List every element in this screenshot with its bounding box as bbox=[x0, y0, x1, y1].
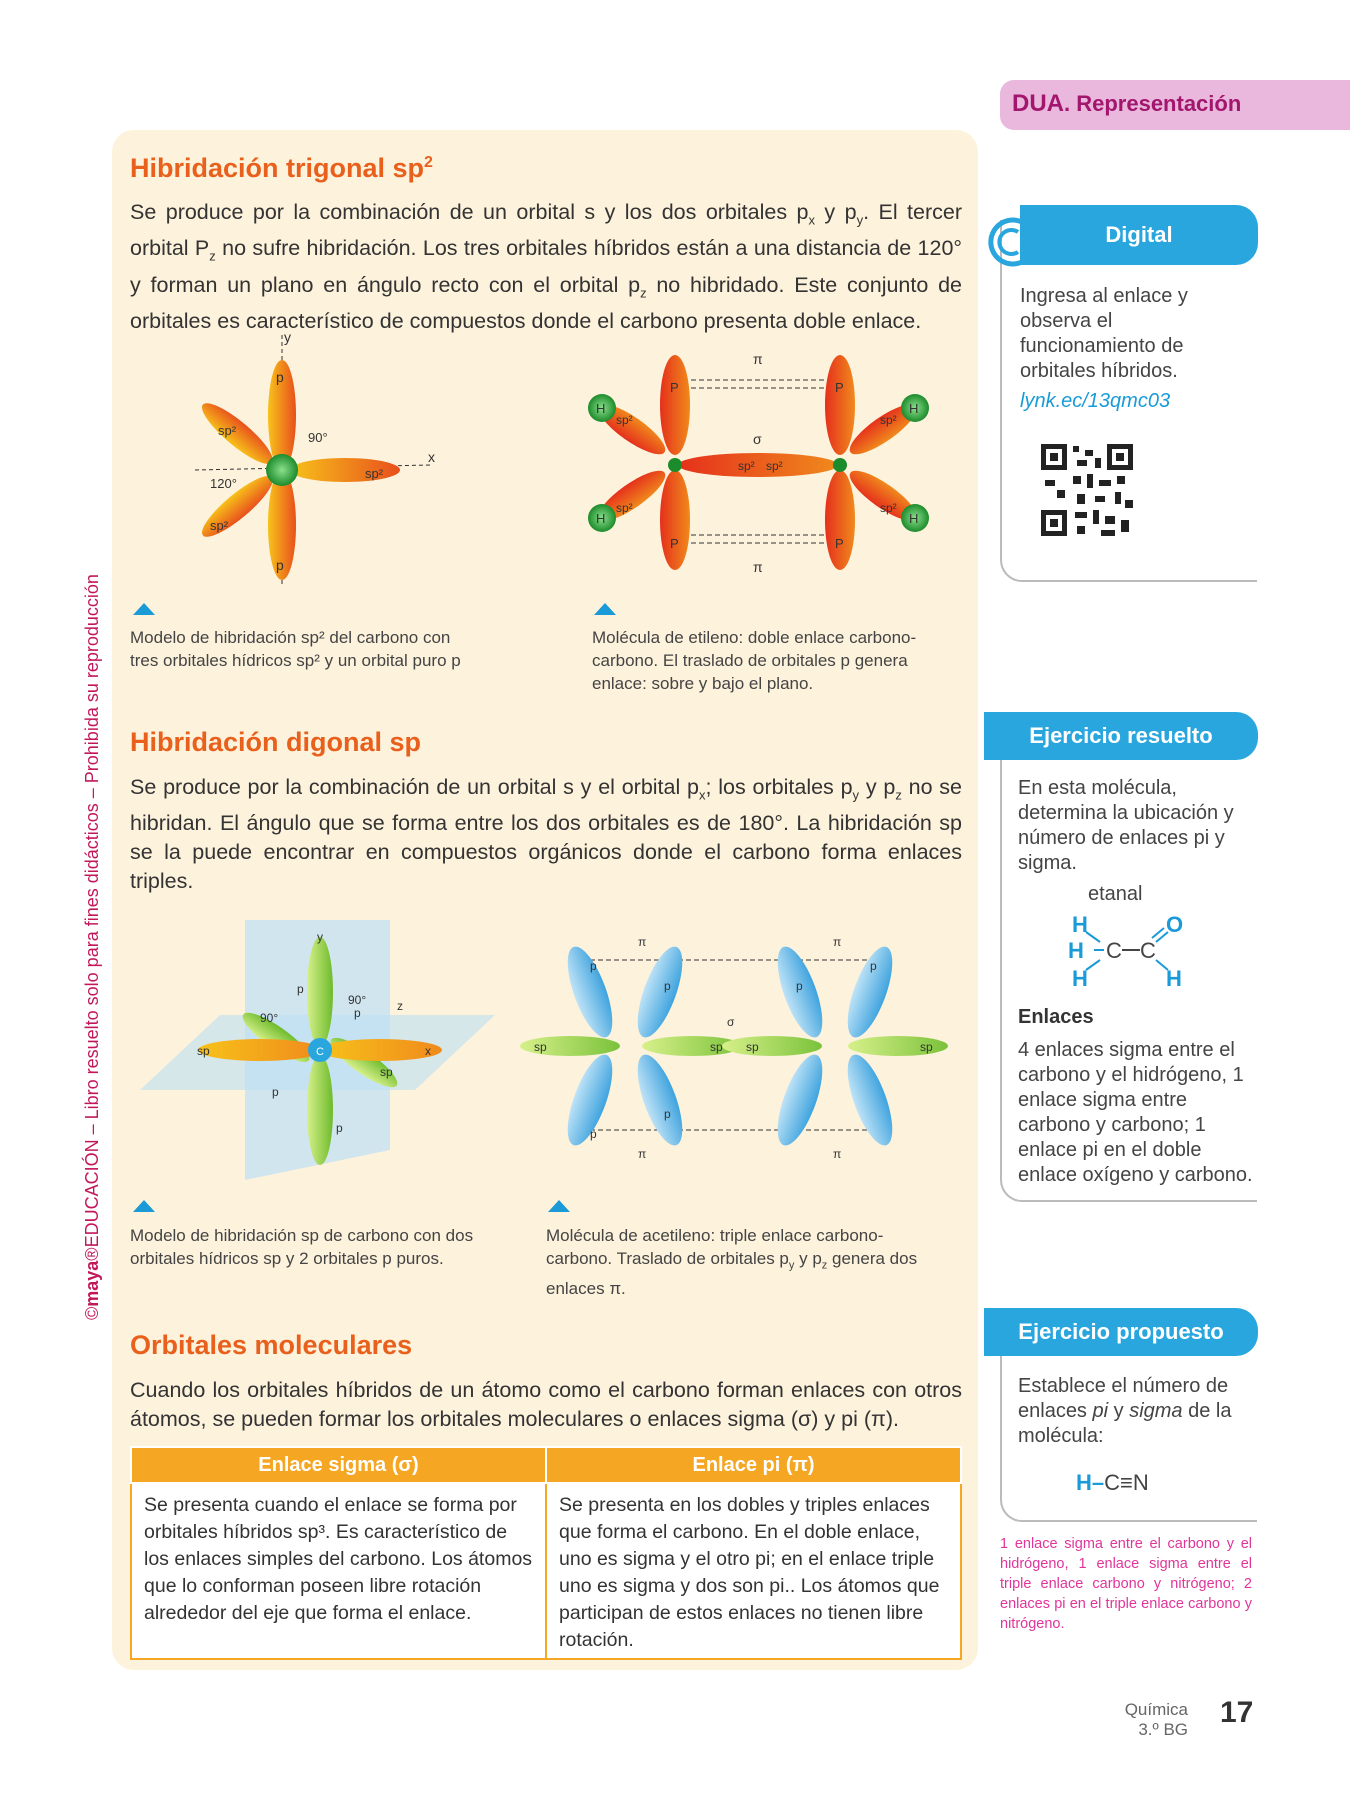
resuelto-label: Ejercicio resuelto bbox=[984, 712, 1258, 760]
fig4-sp-d: sp bbox=[920, 1040, 933, 1054]
digital-label: Digital bbox=[1020, 205, 1258, 265]
table-header-sigma: Enlace sigma (σ) bbox=[131, 1447, 546, 1483]
fig4-p-a: p bbox=[590, 959, 597, 973]
section3-title: Orbitales moleculares bbox=[130, 1330, 413, 1360]
fig4-pi-a: π bbox=[638, 935, 647, 949]
caption-sp2-model: Modelo de hibridación sp² del carbono con tres orbitales hídricos sp² y un orbital puro p bbox=[130, 628, 461, 670]
fig2-sp2-c: sp² bbox=[880, 413, 897, 427]
fig2-p-a: P bbox=[670, 380, 679, 395]
s1-sub-z: z bbox=[209, 248, 216, 264]
fig2-h-c: H bbox=[909, 401, 919, 416]
ethanal-o: O bbox=[1166, 912, 1184, 937]
s2-text-a: Se produce por la combinación de un orbital s y el orbital p bbox=[130, 775, 700, 799]
s1-text-e: no hibridado. Este conjunto de orbitales es característico de compuestos donde el carbono presenta doble enlace. bbox=[130, 272, 962, 333]
fig2-sp2-f: sp² bbox=[766, 459, 783, 473]
fig2-p-b: P bbox=[835, 380, 844, 395]
hcn-formula: H–C≡N bbox=[1076, 1470, 1149, 1495]
hcn-rest: C≡N bbox=[1104, 1470, 1149, 1495]
fig4-p-f: p bbox=[590, 1127, 597, 1141]
fig3-sp-left: sp bbox=[197, 1044, 210, 1058]
resuelto-text: En esta molécula, determina la ubicación y número de enlaces pi y sigma. bbox=[1018, 777, 1234, 874]
section1-body bbox=[130, 198, 962, 336]
table-cell-sigma: Se presenta cuando el enlace se forma por orbitales híbridos sp³. Es característico de los enlaces simples del carbono. Los átomos que lo conforman poseen libre rotación alrededor del eje que forma el enlace. bbox=[131, 1483, 546, 1659]
s1-sub-z2: z bbox=[640, 284, 647, 300]
ethanal-structure-figure bbox=[1060, 910, 1190, 992]
dua-rest: . Representación bbox=[1064, 91, 1242, 116]
cap4-sub-y: y bbox=[788, 1259, 795, 1272]
sp-hybridization-figure bbox=[140, 910, 500, 1190]
side-copyright-text bbox=[82, 460, 116, 1320]
fig2-sp2-b: sp² bbox=[616, 501, 633, 515]
fig1-sp2-b: sp² bbox=[365, 466, 384, 481]
fig2-p-d: P bbox=[835, 536, 844, 551]
ethanal-h-c: H bbox=[1072, 966, 1088, 991]
fig1-sp2-a: sp² bbox=[218, 423, 237, 438]
qr-code-icon[interactable] bbox=[1037, 440, 1137, 540]
propuesto-answer: 1 enlace sigma entre el carbono y el hidrógeno, 1 enlace sigma entre el triple enlace carbono y nitrógeno; 2 enlaces pi en el triple enlace carbono y nitrógeno. bbox=[1000, 1536, 1252, 1632]
fig1-p-top: p bbox=[276, 369, 284, 385]
fig3-p-b: p bbox=[354, 1006, 361, 1020]
caption2-marker-icon bbox=[594, 603, 616, 615]
ethanal-h-a: H bbox=[1072, 912, 1088, 937]
section3-body: Cuando los orbitales híbridos de un átomo como el carbono forman enlaces con otros átomos, se pueden formar los orbitales moleculares o enlaces sigma (σ) y pi (π). bbox=[130, 1378, 962, 1431]
table-header-row bbox=[131, 1447, 961, 1483]
cap4-text-b: y p bbox=[794, 1249, 822, 1268]
caption3-marker-icon bbox=[133, 1200, 155, 1212]
fig4-sp-a: sp bbox=[534, 1040, 547, 1054]
s1-text-b: y p bbox=[814, 200, 857, 224]
fig2-pi-top: π bbox=[753, 351, 763, 367]
s2-sub-z: z bbox=[895, 787, 902, 803]
table-cell-pi: Se presenta en los dobles y triples enlaces que forma el carbono. En el doble enlace, uno es sigma y el otro pi; en el enlace triple uno es sigma y dos son pi.. Los átomos que participan de estos enlaces no tienen libre rotación. bbox=[546, 1483, 961, 1659]
fig3-angle-a: 90° bbox=[260, 1011, 279, 1025]
s2-text-c: y p bbox=[859, 775, 896, 799]
fig3-carbon: C bbox=[316, 1046, 324, 1058]
digital-text: Ingresa al enlace y observa el funcionamiento de orbitales híbridos. bbox=[1020, 285, 1188, 382]
digital-link[interactable]: lynk.ec/13qmc03 bbox=[1020, 390, 1171, 412]
acetylene-figure bbox=[520, 930, 950, 1170]
s1-sub-x: x bbox=[808, 212, 815, 228]
fig2-sigma: σ bbox=[753, 431, 762, 447]
caption-ethylene: Molécula de etileno: doble enlace carbono-carbono. El traslado de orbitales p genera enlace: sobre y bajo el plano. bbox=[592, 628, 917, 693]
prop-text-sigma: sigma bbox=[1129, 1400, 1183, 1422]
fig4-pi-b: π bbox=[833, 935, 842, 949]
table-row bbox=[131, 1483, 961, 1659]
molecule-name: etanal bbox=[1088, 883, 1143, 905]
section1-title bbox=[130, 153, 433, 184]
fig3-angle-b: 90° bbox=[348, 993, 367, 1007]
footer-grade: 3.º BG bbox=[1138, 1720, 1188, 1739]
side-rest-text: ®EDUCACIÓN – Libro resuelto solo para fines didácticos – Prohibida su reproducción bbox=[82, 574, 102, 1261]
fig4-sigma: σ bbox=[727, 1015, 735, 1029]
section2-body bbox=[130, 773, 962, 896]
sigma-pi-table bbox=[130, 1446, 962, 1660]
table-header-pi: Enlace pi (π) bbox=[546, 1447, 961, 1483]
fig1-angle-120: 120° bbox=[210, 476, 237, 491]
fig4-p-c: p bbox=[796, 979, 803, 993]
s1-text-a: Se produce por la combinación de un orbital s y los dos orbitales p bbox=[130, 200, 809, 224]
prop-text-c: de la molécula: bbox=[1018, 1400, 1232, 1447]
enlaces-title: Enlaces bbox=[1018, 1006, 1094, 1028]
fig2-sp2-a: sp² bbox=[616, 413, 633, 427]
fig2-sp2-d: sp² bbox=[880, 501, 897, 515]
fig2-p-c: P bbox=[670, 536, 679, 551]
section1-title-sup: 2 bbox=[424, 154, 433, 171]
fig3-p-a: p bbox=[297, 982, 304, 996]
fig4-sp-c: sp bbox=[746, 1040, 759, 1054]
dua-strong: DUA bbox=[1012, 90, 1064, 117]
fig2-h-b: H bbox=[596, 511, 606, 526]
cap4-text-a: Molécula de acetileno: triple enlace carbono-carbono. Traslado de orbitales p bbox=[546, 1226, 884, 1268]
fig1-p-bottom: p bbox=[276, 557, 284, 573]
section1-title-text: Hibridación trigonal sp bbox=[130, 153, 425, 183]
s2-text-d: no se hibridan. El ángulo que se forma entre los dos orbitales es de 180°. La hibridación sp se la puede encontrar en compuestos orgánicos donde el carbono forma enlaces triples. bbox=[130, 775, 963, 894]
fig4-pi-c: π bbox=[638, 1147, 647, 1161]
caption-sp-model: Modelo de hibridación sp de carbono con dos orbitales hídricos sp y 2 orbitales p puros. bbox=[130, 1226, 474, 1268]
fig1-sp2-c: sp² bbox=[210, 518, 229, 533]
s1-text-c: . El tercer orbital P bbox=[130, 200, 963, 261]
prop-text-pi: pi bbox=[1092, 1400, 1109, 1422]
page-number: 17 bbox=[1220, 1696, 1254, 1729]
fig3-axis-y: y bbox=[317, 930, 323, 944]
fig1-angle-90: 90° bbox=[308, 430, 328, 445]
footer-subject-name: Química bbox=[1124, 1700, 1188, 1719]
fig1-axis-x: x bbox=[428, 449, 435, 465]
fig2-sp2-e: sp² bbox=[738, 459, 755, 473]
caption1-marker-icon bbox=[133, 603, 155, 615]
fig3-axis-z: z bbox=[397, 999, 403, 1013]
section2-title: Hibridación digonal sp bbox=[130, 727, 422, 757]
ethanal-h-b: H bbox=[1068, 938, 1084, 963]
dua-header bbox=[1000, 80, 1350, 130]
s1-sub-y: y bbox=[856, 212, 864, 228]
fig3-sp-right: sp bbox=[380, 1065, 393, 1079]
fig2-h-a: H bbox=[596, 401, 606, 416]
cap4-text-c: genera dos enlaces π. bbox=[546, 1249, 918, 1299]
hcn-h: H bbox=[1076, 1470, 1092, 1495]
fig3-axis-x: x bbox=[425, 1044, 431, 1058]
sp2-hybridization-figure bbox=[190, 330, 450, 590]
fig2-pi-bottom: π bbox=[753, 559, 763, 575]
s1-text-d: no sufre hibridación. Los tres orbitales híbridos están a una distancia de 120° y forman un plano en ángulo recto con el orbital p bbox=[130, 236, 963, 297]
fig4-pi-d: π bbox=[833, 1147, 842, 1161]
prop-text-b: y bbox=[1108, 1400, 1130, 1422]
cap4-sub-z: z bbox=[821, 1259, 828, 1272]
ethylene-figure bbox=[580, 340, 940, 580]
fig2-h-d: H bbox=[909, 511, 919, 526]
propuesto-label: Ejercicio propuesto bbox=[984, 1308, 1258, 1356]
caption-acetylene bbox=[546, 1224, 946, 1300]
caption4-marker-icon bbox=[548, 1200, 570, 1212]
ethanal-h-d: H bbox=[1166, 966, 1182, 991]
ethanal-c-a: C bbox=[1106, 938, 1122, 963]
fig4-sp-b: sp bbox=[710, 1040, 723, 1054]
footer-subject bbox=[1100, 1700, 1188, 1740]
ethanal-c-b: C bbox=[1140, 938, 1156, 963]
fig3-p-c: p bbox=[272, 1085, 279, 1099]
resuelto-answer: 4 enlaces sigma entre el carbono y el hidrógeno, 1 enlace sigma entre carbono y carbono; 1 enlace pi en el doble enlace oxígeno y carbono. bbox=[1018, 1039, 1253, 1186]
fig1-axis-y: y bbox=[284, 330, 291, 345]
fig4-p-d: p bbox=[870, 959, 877, 973]
s2-sub-y: y bbox=[852, 787, 860, 803]
brand-name: maya bbox=[82, 1260, 102, 1307]
fig4-p-e: p bbox=[664, 1107, 671, 1121]
copyright-symbol: © bbox=[82, 1306, 102, 1320]
fig4-p-b: p bbox=[664, 979, 671, 993]
prop-text-a: Establece el número de enlaces bbox=[1018, 1375, 1229, 1422]
fig3-p-d: p bbox=[336, 1121, 343, 1135]
propuesto-text bbox=[1018, 1374, 1248, 1449]
s2-sub-x: x bbox=[699, 787, 706, 803]
s2-text-b: ; los orbitales p bbox=[705, 775, 853, 799]
